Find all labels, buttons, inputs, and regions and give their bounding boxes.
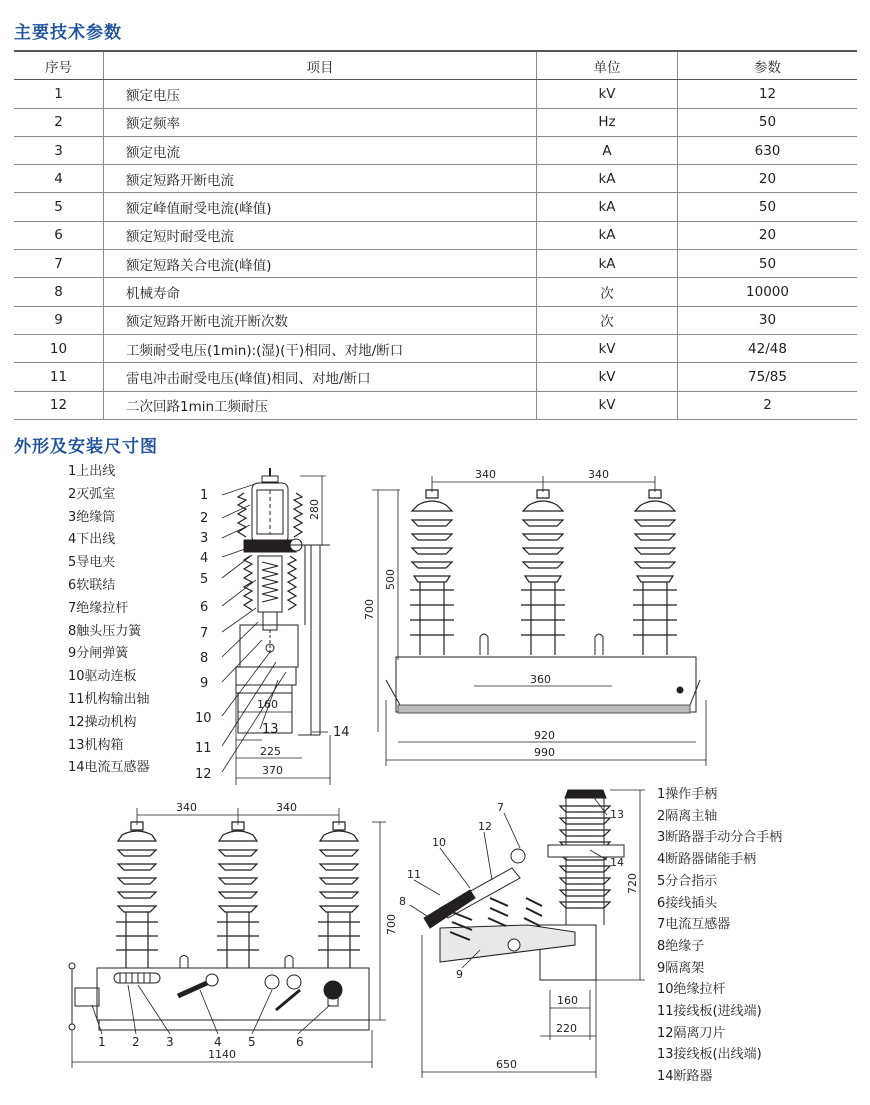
cell-index: 1 [14, 80, 104, 108]
cell-index: 7 [14, 250, 104, 278]
fig4-dim-160: 160 [557, 994, 578, 1007]
figure-front-view [363, 468, 706, 766]
cell-item: 雷电冲击耐受电压(峰值)相同、对地/断口 [104, 363, 537, 391]
legend-b-item: 11接线板(进线端) [657, 1004, 762, 1020]
cell-item: 额定频率 [104, 108, 537, 136]
cell-item: 额定短路开断电流 [104, 165, 537, 193]
dim-370: 370 [262, 764, 283, 777]
legend-a-item: 3绝缘筒 [68, 509, 116, 525]
fig2-dim-360: 360 [530, 673, 551, 686]
cell-unit: kV [537, 363, 678, 391]
fig3-callout-2: 2 [132, 1035, 140, 1049]
fig3-dim-340a: 340 [176, 801, 197, 814]
section-title-dimensions: 外形及安装尺寸图 [14, 437, 158, 457]
callout-11: 11 [195, 741, 212, 756]
cell-unit: kA [537, 193, 678, 221]
cell-index: 9 [14, 306, 104, 334]
cell-value: 50 [678, 108, 858, 136]
cell-item: 二次回路1min工频耐压 [104, 391, 537, 419]
fig4-callout-8: 8 [399, 895, 406, 908]
cell-value: 30 [678, 306, 858, 334]
dim-160: 160 [257, 698, 278, 711]
legend-a-item: 8触头压力簧 [68, 623, 142, 639]
cell-item: 额定短路关合电流(峰值) [104, 250, 537, 278]
legend-a-item: 4下出线 [68, 532, 116, 548]
fig3-callout-5: 5 [248, 1035, 256, 1049]
legend-a-item: 9分闸弹簧 [68, 646, 129, 662]
cell-index: 3 [14, 136, 104, 164]
legend-b-item: 2隔离主轴 [657, 808, 718, 824]
legend-a-item: 1上出线 [68, 464, 116, 479]
legend-b-item: 13接线板(出线端) [657, 1047, 762, 1063]
legend-b-item: 10绝缘拉杆 [657, 982, 726, 998]
legend-a-item: 5导电夹 [68, 555, 116, 571]
cell-index: 10 [14, 334, 104, 362]
fig4-callout-12: 12 [478, 820, 492, 833]
fig2-dim-340b: 340 [588, 468, 609, 481]
legend-a-item: 12操动机构 [68, 714, 137, 730]
fig3-dim-700: 700 [385, 914, 398, 935]
cell-value: 2 [678, 391, 858, 419]
fig3-callout-1: 1 [98, 1035, 106, 1049]
cell-item: 额定电流 [104, 136, 537, 164]
cell-index: 4 [14, 165, 104, 193]
cell-value: 630 [678, 136, 858, 164]
fig4-dim-720: 720 [626, 873, 639, 894]
cell-unit: kA [537, 250, 678, 278]
legend-a-item: 7绝缘拉杆 [68, 600, 129, 616]
fig3-callout-3: 3 [166, 1035, 174, 1049]
cell-item: 额定电压 [104, 80, 537, 108]
cell-unit: kV [537, 80, 678, 108]
header-index: 序号 [14, 51, 104, 80]
callout-8: 8 [200, 651, 209, 666]
legend-b-item: 9隔离架 [657, 960, 705, 976]
legend-a-item: 2灭弧室 [68, 486, 116, 502]
legend-b-item: 14断路器 [657, 1069, 713, 1085]
cell-item: 机械寿命 [104, 278, 537, 306]
legend-a-item: 6软联结 [68, 577, 116, 593]
dim-280: 280 [308, 499, 321, 520]
cell-value: 12 [678, 80, 858, 108]
legend-b-item: 4断路器储能手柄 [657, 852, 757, 868]
fig2-dim-990: 990 [534, 746, 555, 759]
cell-item: 工频耐受电压(1min):(湿)(干)相同、对地/断口 [104, 334, 537, 362]
legend-b-item: 7电流互感器 [657, 917, 731, 933]
cell-value: 20 [678, 221, 858, 249]
cell-index: 8 [14, 278, 104, 306]
cell-index: 2 [14, 108, 104, 136]
cell-unit: kA [537, 165, 678, 193]
fig4-callout-9: 9 [456, 968, 463, 981]
callout-5: 5 [200, 572, 209, 587]
legend-b-item: 3断路器手动分合手柄 [657, 830, 783, 846]
cell-value: 10000 [678, 278, 858, 306]
cell-unit: kV [537, 334, 678, 362]
callout-13: 13 [262, 722, 279, 737]
figure-front-mechanism [69, 801, 398, 1068]
cell-item: 额定短路开断电流开断次数 [104, 306, 537, 334]
legend-a-item: 11机构输出轴 [68, 691, 150, 707]
callout-7: 7 [200, 626, 209, 641]
fig4-callout-14: 14 [610, 856, 624, 869]
callout-2: 2 [200, 511, 209, 526]
callout-12: 12 [195, 767, 212, 782]
cell-index: 12 [14, 391, 104, 419]
cell-item: 额定短时耐受电流 [104, 221, 537, 249]
fig4-callout-11: 11 [407, 868, 421, 881]
fig4-callout-10: 10 [432, 836, 446, 849]
cell-index: 6 [14, 221, 104, 249]
figure-side-view [399, 790, 645, 1078]
legend-b-item: 6接线插头 [657, 895, 718, 911]
legend-b-item: 8绝缘子 [657, 938, 705, 954]
callout-4: 4 [200, 551, 209, 566]
header-value: 参数 [678, 51, 858, 80]
legend-a-item: 13机构箱 [68, 737, 124, 753]
section-title-parameters: 主要技术参数 [14, 23, 122, 43]
cell-index: 11 [14, 363, 104, 391]
header-item: 项目 [104, 51, 537, 80]
legend-b-item: 5分合指示 [657, 873, 718, 889]
fig2-dim-500: 500 [384, 569, 397, 590]
cell-unit: 次 [537, 306, 678, 334]
fig3-dim-1140: 1140 [208, 1048, 236, 1061]
fig3-callout-4: 4 [214, 1035, 222, 1049]
fig4-callout-13: 13 [610, 808, 624, 821]
callout-14: 14 [333, 725, 350, 740]
cell-unit: A [537, 136, 678, 164]
cell-unit: kA [537, 221, 678, 249]
legend-a-item: 10驱动连板 [68, 669, 137, 685]
cell-index: 5 [14, 193, 104, 221]
fig4-dim-650: 650 [496, 1058, 517, 1071]
fig3-dim-340b: 340 [276, 801, 297, 814]
figure-cross-section [195, 468, 350, 785]
fig4-callout-7: 7 [497, 801, 504, 814]
legend-b-item: 1操作手柄 [657, 787, 718, 802]
cell-unit: kV [537, 391, 678, 419]
cell-item: 额定峰值耐受电流(峰值) [104, 193, 537, 221]
fig2-dim-340a: 340 [475, 468, 496, 481]
cell-value: 42/48 [678, 334, 858, 362]
cell-unit: Hz [537, 108, 678, 136]
legend-a-item: 14电流互感器 [68, 760, 150, 776]
fig2-dim-920: 920 [534, 729, 555, 742]
dim-225: 225 [260, 745, 281, 758]
callout-10: 10 [195, 711, 212, 726]
fig4-dim-220: 220 [556, 1022, 577, 1035]
callout-3: 3 [200, 531, 209, 546]
callout-1: 1 [200, 488, 209, 503]
fig3-callout-6: 6 [296, 1035, 304, 1049]
cell-value: 50 [678, 193, 858, 221]
callout-6: 6 [200, 600, 209, 615]
callout-9: 9 [200, 676, 209, 691]
legend-b-item: 12隔离刀片 [657, 1025, 726, 1041]
header-unit: 单位 [537, 51, 678, 80]
cell-value: 50 [678, 250, 858, 278]
fig2-dim-700: 700 [363, 599, 376, 620]
cell-unit: 次 [537, 278, 678, 306]
cell-value: 20 [678, 165, 858, 193]
cell-value: 75/85 [678, 363, 858, 391]
